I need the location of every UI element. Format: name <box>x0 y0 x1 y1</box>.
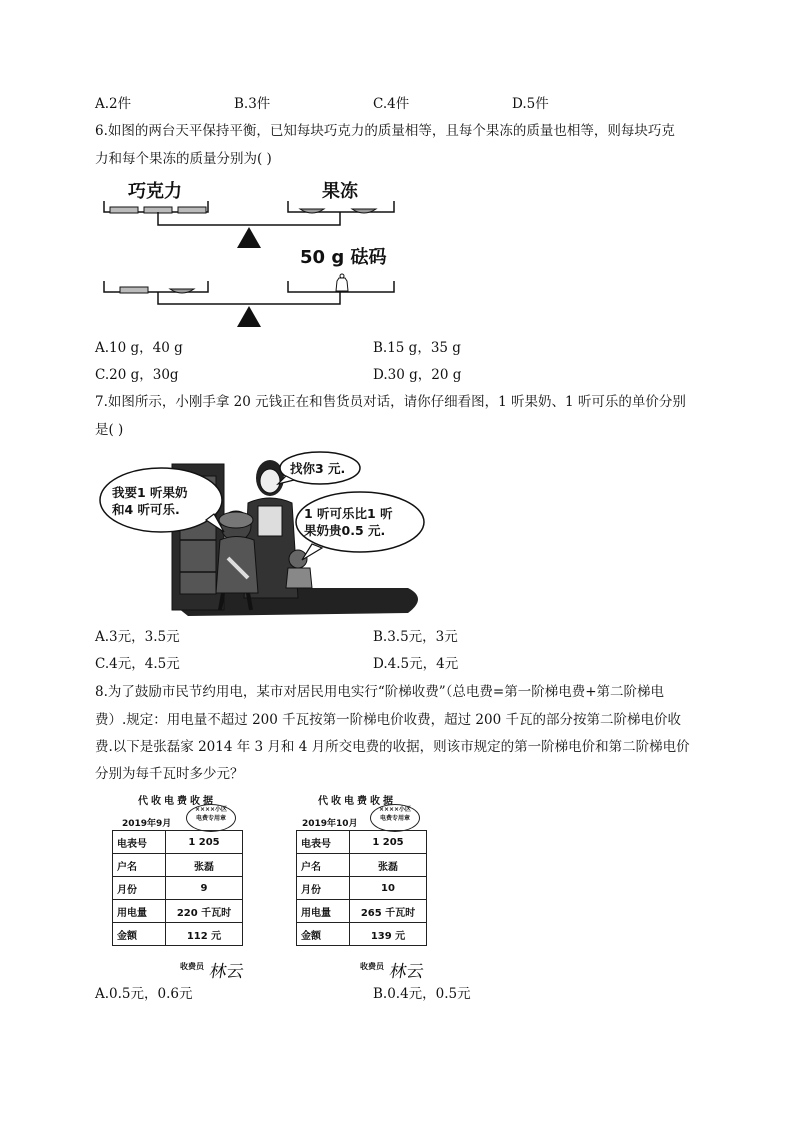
label-jelly: 果冻 <box>322 181 358 202</box>
q7-stem-line1: 7.如图所示，小刚手拿 20 元钱正在和售货员对话，请你仔细看图，1 听果奶、1 听可乐的单价分别 <box>95 394 686 410</box>
q5-option-c: C.4件 <box>373 96 410 112</box>
receipt-title: 代收电费收据 <box>138 796 216 807</box>
q7-option-c: C.4元，4.5元 <box>95 656 180 672</box>
q7-option-b: B.3.5元，3元 <box>373 629 458 645</box>
q5-option-a: A.2件 <box>95 96 132 112</box>
receipt-date: 2019年9月 <box>122 819 172 829</box>
table-row: 用电量 220 千瓦时 <box>113 900 243 923</box>
q6-stem-line1: 6.如图的两台天平保持平衡，已知每块巧克力的质量相等，且每个果冻的质量也相等，则每块巧克 <box>95 123 675 139</box>
chocolate-block <box>120 287 148 293</box>
table-row: 户名 张磊 <box>297 854 427 877</box>
label-weight: 50 g 砝码 <box>300 247 387 268</box>
bubble-top-text: 找你3 元. <box>290 461 346 476</box>
q7-option-a: A.3元，3.5元 <box>95 629 180 645</box>
receipt-date: 2019年10月 <box>302 819 358 829</box>
chocolate-block <box>110 207 138 213</box>
receipt-table <box>296 830 427 946</box>
q5-option-d: D.5件 <box>512 96 549 112</box>
weight-50g <box>336 278 348 291</box>
q8-stem-line1: 8.为了鼓励市民节约用电，某市对居民用电实行“阶梯收费”（总电费=第一阶梯电费+第二阶梯电 <box>95 684 665 700</box>
shop-illustration <box>98 448 428 620</box>
q8-stem-line4: 分别为每千瓦时多少元？ <box>95 766 244 782</box>
q8-option-b: B.0.4元，0.5元 <box>373 986 471 1002</box>
q6-option-c: C.20 g，30g <box>95 367 179 383</box>
label-chocolate: 巧克力 <box>128 181 182 202</box>
table-row: 月份 9 <box>113 877 243 900</box>
table-row: 金额 139 元 <box>297 923 427 946</box>
q6-option-d: D.30 g，20 g <box>373 367 462 383</box>
q8-option-a: A.0.5元，0.6元 <box>95 986 193 1002</box>
q7-option-d: D.4.5元，4元 <box>373 656 459 672</box>
receipt-title: 代收电费收据 <box>318 796 396 807</box>
collector-label: 收费员 <box>360 962 384 971</box>
table-row: 电表号 1 205 <box>297 831 427 854</box>
collector-signature: 林云 <box>207 962 246 982</box>
table-row: 金额 112 元 <box>113 923 243 946</box>
table-row: 月份 10 <box>297 877 427 900</box>
table-row: 电表号 1 205 <box>113 831 243 854</box>
receipt-table <box>112 830 243 946</box>
q6-option-a: A.10 g，40 g <box>95 340 183 356</box>
receipt-stamp: ××××小区 电费专用章 <box>186 804 236 832</box>
q5-option-b: B.3件 <box>234 96 271 112</box>
table-row: 用电量 265 千瓦时 <box>297 900 427 923</box>
q6-option-b: B.15 g，35 g <box>373 340 461 356</box>
bubble-right-text: 1 听可乐比1 听 果奶贵0.5 元. <box>304 506 393 538</box>
table-row: 户名 张磊 <box>113 854 243 877</box>
q7-stem-line2: 是( ) <box>95 422 124 438</box>
receipt-september <box>112 790 252 980</box>
collector-label: 收费员 <box>180 962 204 971</box>
q8-stem-line3: 费.以下是张磊家 2014 年 3 月和 4 月所交电费的收据，则该市规定的第一阶梯电价和第二阶梯电价 <box>95 739 690 755</box>
balance-figure <box>100 178 410 330</box>
q8-stem-line2: 费）.规定：用电量不超过 200 千瓦按第一阶梯电价收费，超过 200 千瓦的部分按第二阶梯电价收 <box>95 712 681 728</box>
chocolate-block <box>178 207 206 213</box>
q6-stem-line2: 力和每个果冻的质量分别为( ) <box>95 151 272 167</box>
receipt-october <box>296 790 436 980</box>
receipt-stamp: ××××小区 电费专用章 <box>370 804 420 832</box>
collector-signature: 林云 <box>387 962 426 982</box>
bubble-left-text: 我要1 听果奶 和4 听可乐. <box>112 485 188 517</box>
